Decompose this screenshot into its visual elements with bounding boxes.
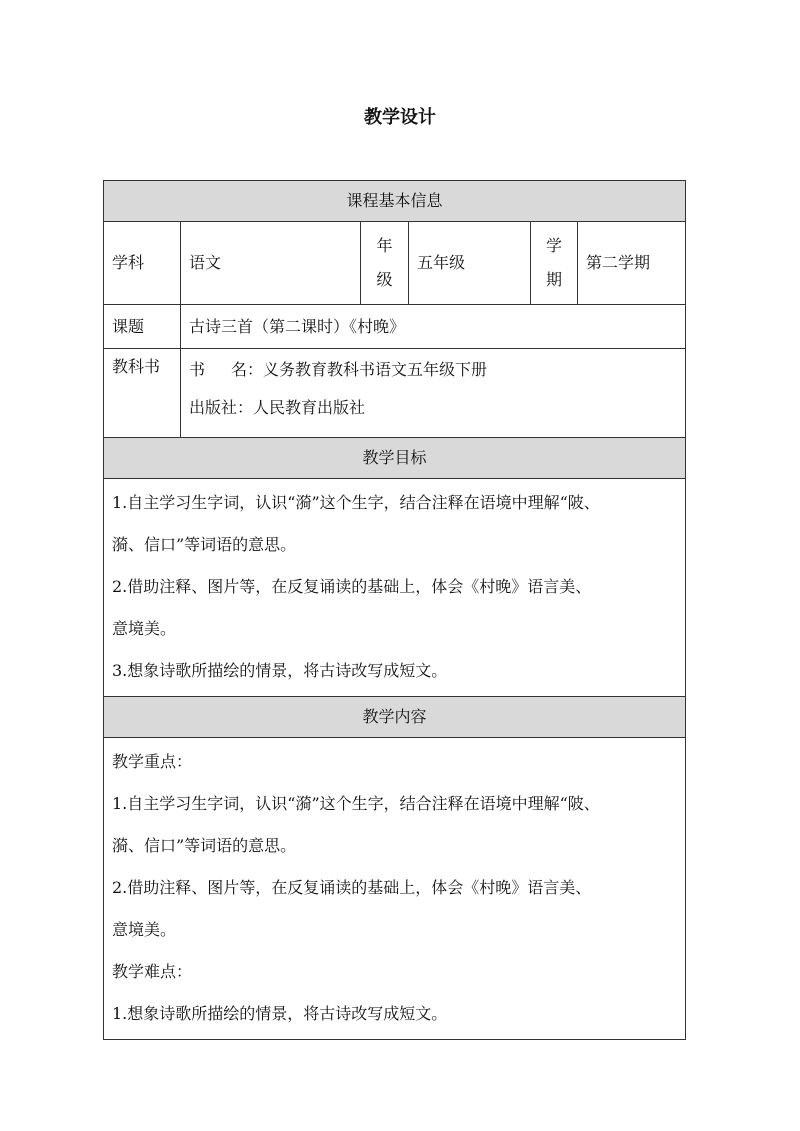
subject-label: 学科 [104, 222, 181, 305]
objective-line: 意境美。 [112, 619, 177, 638]
grade-label-char-2: 级 [376, 270, 393, 289]
lesson-plan-table [103, 180, 686, 1040]
document-title: 教学设计 [364, 107, 436, 128]
book-name-char-2: 名： [231, 360, 264, 379]
textbook-value [181, 349, 686, 438]
content-header: 教学内容 [104, 697, 686, 738]
objectives-header-row [104, 438, 686, 479]
objectives-header: 教学目标 [104, 438, 686, 479]
objective-line: 3.想象诗歌所描绘的情景，将古诗改写成短文。 [112, 661, 448, 680]
content-line: 教学重点： [112, 752, 193, 771]
content-line: 1.自主学习生字词，认识“漪”这个生字，结合注释在语境中理解“陂、 [112, 794, 600, 813]
book-name-value: 义务教育教科书语文五年级下册 [263, 360, 488, 379]
term-label-char-1: 学 [545, 236, 562, 255]
content-body [104, 738, 686, 1040]
grade-label-char-1: 年 [376, 236, 393, 255]
book-name-line [189, 351, 677, 389]
content-line: 意境美。 [112, 920, 177, 939]
content-line: 1.想象诗歌所描绘的情景，将古诗改写成短文。 [112, 1004, 448, 1023]
term-value: 第二学期 [578, 222, 686, 305]
topic-value: 古诗三首（第二课时）《村晚》 [181, 305, 686, 349]
objectives-body [104, 479, 686, 697]
content-row [104, 738, 686, 1040]
topic-row [104, 305, 686, 349]
textbook-label: 教科书 [104, 349, 181, 438]
subject-value: 语文 [181, 222, 361, 305]
subject-row [104, 222, 686, 305]
textbook-row [104, 349, 686, 438]
objective-line: 1.自主学习生字词，认识“漪”这个生字，结合注释在语境中理解“陂、 [112, 493, 600, 512]
publisher-line: 出版社：人民教育出版社 [189, 398, 366, 417]
grade-label [361, 222, 409, 305]
objectives-row [104, 479, 686, 697]
term-label-char-2: 期 [545, 270, 562, 289]
content-line: 2.借助注释、图片等，在反复诵读的基础上，体会《村晚》语言美、 [112, 878, 592, 897]
basic-info-header-row [104, 181, 686, 222]
content-line: 漪、信口”等词语的意思。 [112, 836, 297, 855]
objective-line: 漪、信口”等词语的意思。 [112, 535, 297, 554]
basic-info-header: 课程基本信息 [104, 181, 686, 222]
content-line: 教学难点： [112, 962, 193, 981]
grade-value: 五年级 [409, 222, 531, 305]
term-label [531, 222, 578, 305]
content-header-row [104, 697, 686, 738]
book-name-char-1: 书 [189, 360, 206, 379]
objective-line: 2.借助注释、图片等，在反复诵读的基础上，体会《村晚》语言美、 [112, 577, 592, 596]
topic-label: 课题 [104, 305, 181, 349]
